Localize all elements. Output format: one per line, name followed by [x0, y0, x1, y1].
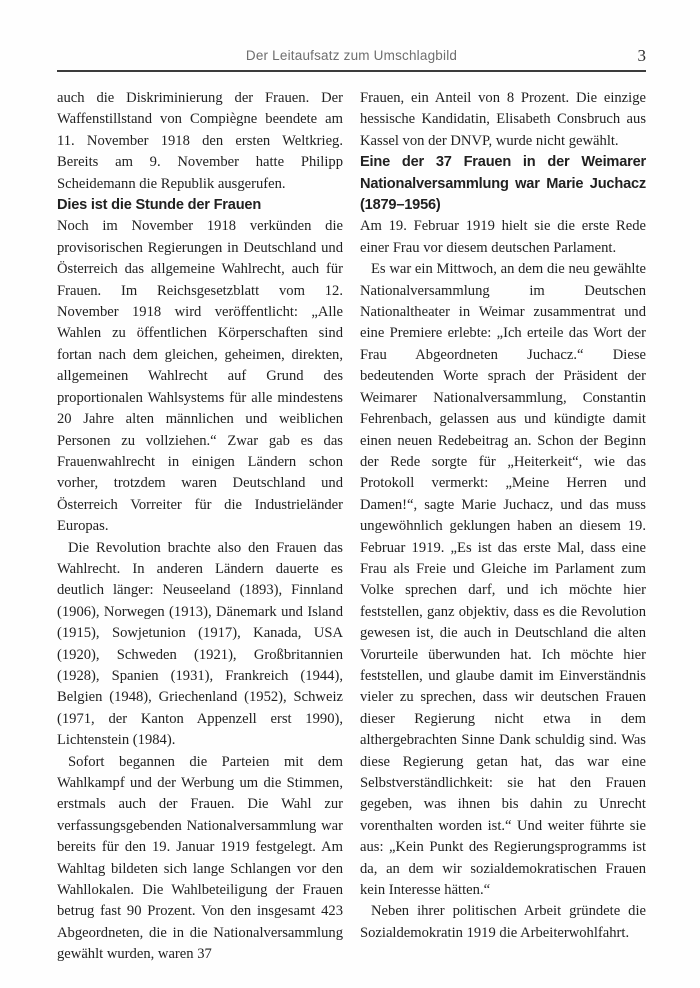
paragraph: Am 19. Februar 1919 hielt sie die erste Rede einer Frau vor diesem deutschen Parlament.: [360, 218, 646, 256]
paragraph-continuation: Frauen, ein Anteil von 8 Prozent. Die einzige hessische Kandidatin, Elisabeth Consbruch aus Kassel von der DNVP, wurde nicht gewählt.: [360, 90, 646, 149]
column-right: [360, 88, 646, 966]
paragraph: Neben ihrer politischen Arbeit gründete die Sozialdemokratin 1919 die Arbeiterwohlfahrt.: [360, 903, 646, 941]
column-left: [57, 88, 343, 966]
header-rule: [57, 70, 646, 72]
paragraph: Es war ein Mittwoch, an dem die neu gewählte Nationalversammlung im Deutschen Nationaltheater in Weimar zusammentrat und eine Premiere erlebte: „Ich erteile das Wort der Frau Abgeordneten Juchacz.“ Diese bedeutenden Worte sprach der Präsident der Weimarer Nationalversammlung, Constantin Fehrenbach, gelassen aus und kündigte damit einen neuen Redebeitrag an. Schon der Beginn der Rede sorgte für „Heiterkeit“, wie das Protokoll vermerkt: „Meine Herren und Damen!“, sagte Marie Juchacz, und das muss ungewöhnlich geklungen haben an diesem 19. Februar 1919. „Es ist das erste Mal, dass eine Frau als Freie und Gleiche im Parlament zum Volke sprechen darf, und ich möchte hier feststellen, ganz objektiv, dass es die Revolution gewesen ist, die auch in Deutschland die alten Vorurteile überwunden hat. Ich möchte hier feststellen, und glaube damit im Einverständnis vieler zu sprechen, dass wir deutschen Frauen dieser Regierung nicht etwa in dem althergebrachten Sinne Dank schuldig sind. Was diese Regierung getan hat, das war eine Selbstverständlichkeit: sie hat den Frauen gegeben, was ihnen bis dahin zu Unrecht vorenthalten worden ist.“ Und weiter führte sie aus: „Kein Punkt des Regierungsprogramms ist da, an dem wir sozialdemokratischen Frauen kein Interesse hätten.“: [360, 261, 646, 899]
page-number: 3: [637, 46, 646, 65]
article-body: [57, 88, 646, 966]
section-heading-stunde-der-frauen: Dies ist die Stunde der Frauen: [57, 197, 262, 214]
paragraph: Sofort begannen die Parteien mit dem Wahlkampf und der Werbung um die Stimmen, erstmals auch der Frauen. Die Wahl zur verfassungsgebenden Nationalversammlung war bereits für den 19. Januar 1919 festgelegt. Am Wahltag bildeten sich lange Schlangen vor den Wahllokalen. Die Wahlbeteiligung der Frauen betrug fast 90 Prozent. Von den insgesamt 423 Abgeordneten, die in die Nationalversammlung gewählt wurden, waren 37: [57, 753, 343, 963]
paragraph: Die Revolution brachte also den Frauen das Wahlrecht. In anderen Ländern dauerte es deutlich länger: Neuseeland (1893), Finnland (1906), Norwegen (1913), Dänemark und Island (1915), Sowjetunion (1917), Kanada, USA (1920), Schweden (1921), Großbritannien (1928), Spanien (1931), Frankreich (1944), Belgien (1948), Griechenland (1952), Schweiz (1971, der Kanton Appenzell erst 1990), Lichtenstein (1984).: [57, 539, 343, 749]
running-head-title: Der Leitaufsatz zum Umschlagbild: [245, 48, 458, 63]
section-heading-marie-juchacz: Eine der 37 Frauen in der Weimarer Nationalversammlung war Marie Juchacz (1879–1956): [360, 154, 646, 214]
running-head: [57, 48, 646, 66]
paragraph: Noch im November 1918 verkünden die provisorischen Regierungen in Deutschland und Österreich das allgemeine Wahlrecht, auch für Frauen. Im Reichsgesetzblatt vom 12. November 1918 wird veröffentlicht: „Alle Wahlen zu öffentlichen Körperschaften sind fortan nach dem gleichen, geheimen, direkten, allgemeinen Wahlrecht auf Grund des proportionalen Wahlsystems für alle mindestens 20 Jahre alten männlichen und weiblichen Personen zu vollziehen.“ Zwar gab es das Frauenwahlrecht in einigen Ländern schon vorher, trotzdem waren Deutschland und Österreich Vorreiter für die Industrieländer Europas.: [57, 218, 343, 535]
paragraph-continuation: auch die Diskriminierung der Frauen. Der Waffenstillstand von Compiègne beendete am 11. November 1918 den ersten Weltkrieg. Bereits am 9. November hatte Philipp Scheidemann die Republik ausgerufen.: [57, 90, 343, 192]
